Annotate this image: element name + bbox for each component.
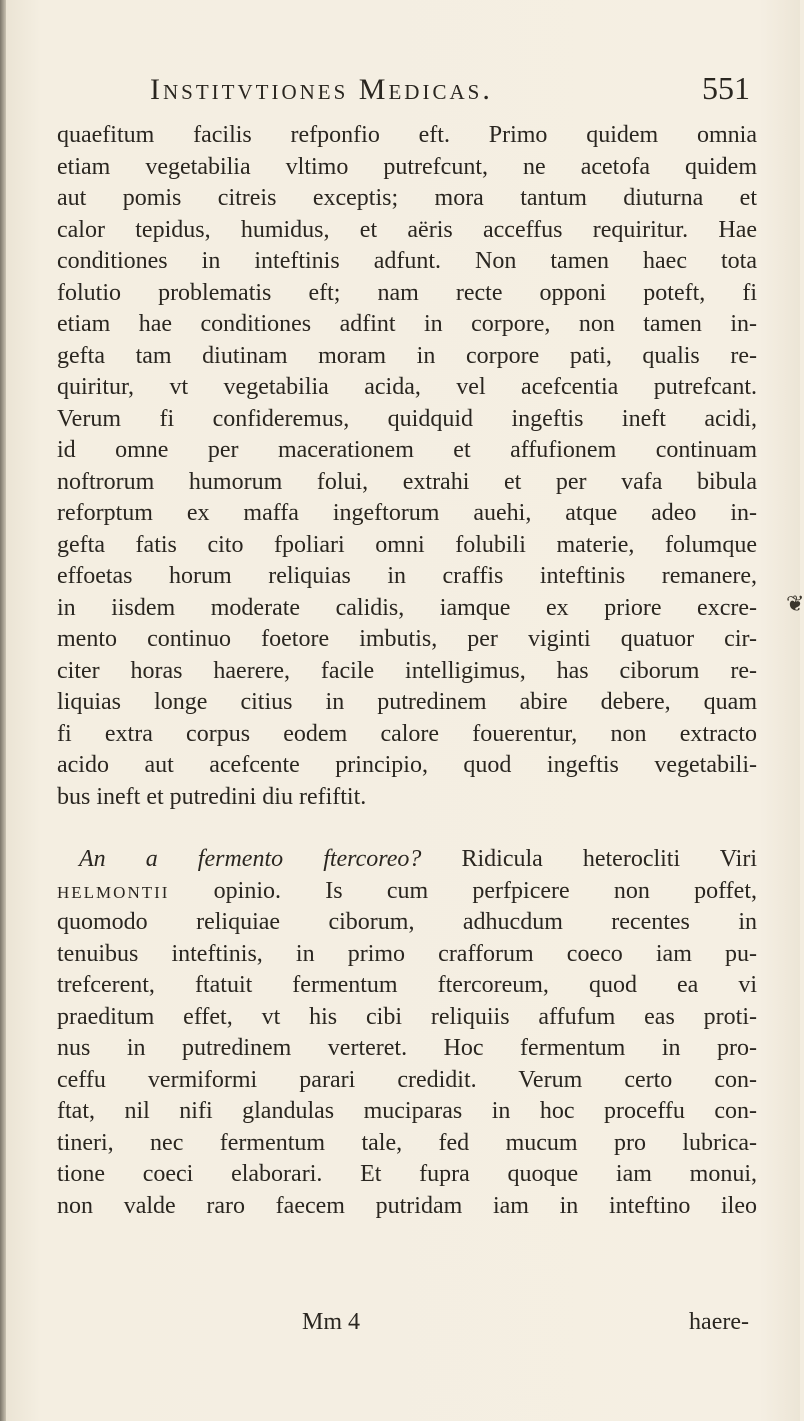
text-line: gefta tam diutinam moram in corpore pati, qualis re- (57, 342, 757, 369)
text-line: id omne per macerationem et affufionem continuam (57, 437, 757, 463)
text-line: trefcerent, ftatuit fermentum ftercoreum, quod ea vi (57, 972, 757, 998)
text-line: citer horas haerere, facile intelligimus, has ciborum re- (57, 657, 757, 684)
text-line: bus ineft et putredini diu refiftit. (57, 783, 367, 810)
text-line: nus in putredinem verteret. Hoc fermentum in pro- (57, 1035, 757, 1061)
body-text (57, 120, 757, 1222)
text-fragment: Ridicula heterocliti Viri (461, 846, 758, 872)
text-line (57, 876, 757, 908)
text-line: quaefitum facilis refponfio eft. Primo quidem omnia (57, 122, 757, 148)
text-line: etiam hae conditiones adfint in corpore, non tamen in- (57, 311, 757, 337)
text-line: acido aut acefcente principio, quod ingeftis vegetabili- (57, 752, 757, 778)
text-line: quiritur, vt vegetabilia acida, vel acefcentia putrefcant. (57, 374, 757, 400)
text-line: non valde raro faecem putridam iam in inteftino ileo (57, 1192, 757, 1219)
text-line: praeditum effet, vt his cibi reliquiis affufum eas proti- (57, 1003, 757, 1030)
text-line: tineri, nec fermentum tale, fed mucum pro lubrica- (57, 1129, 757, 1156)
text-line: in iisdem moderate calidis, iamque ex priore excre- (57, 594, 757, 621)
running-head: Institvtiones Medicas. (150, 73, 493, 106)
text-line: tione coeci elaborari. Et fupra quoque iam monui, (57, 1161, 757, 1187)
paragraph-2 (57, 844, 757, 1222)
text-line: conditiones in inteftinis adfunt. Non tamen haec tota (57, 248, 757, 274)
text-line: folutio problematis eft; nam recte opponi poteft, fi (57, 279, 757, 306)
catchword: haere- (689, 1309, 749, 1335)
margin-ornament-icon: ❦ (786, 592, 804, 617)
signature-mark: Mm 4 (302, 1309, 361, 1335)
text-line: ftat, nil nifi glandulas muciparas in hoc proceffu con- (57, 1098, 757, 1124)
page-number: 551 (702, 70, 750, 106)
text-line: noftrorum humorum folui, extrahi et per vafa bibula (57, 468, 757, 495)
text-line: gefta fatis cito fpoliari omni folubili materie, folumque (57, 531, 757, 558)
text-fragment: opinio. Is cum perfpicere non poffet, (213, 877, 757, 904)
text-line: fi extra corpus eodem calore fouerentur, non extracto (57, 720, 757, 747)
text-line: reforptum ex maffa ingeftorum auehi, atque adeo in- (57, 500, 757, 526)
page-header (150, 70, 750, 110)
text-line: ceffu vermiformi parari credidit. Verum certo con- (57, 1066, 757, 1093)
text-line: mento continuo foetore imbutis, per viginti quatuor cir- (57, 626, 757, 652)
text-line: liquias longe citius in putredinem abire debere, quam (57, 689, 757, 715)
text-line: Verum fi confideremus, quidquid ingeftis ineft acidi, (57, 405, 757, 432)
text-line: quomodo reliquiae ciborum, adhucdum recentes in (57, 909, 757, 935)
text-line: aut pomis citreis exceptis; mora tantum diuturna et (57, 185, 757, 211)
paragraph-1 (57, 120, 757, 813)
text-line (57, 844, 757, 876)
text-line: tenuibus inteftinis, in primo crafforum coeco iam pu- (57, 940, 757, 967)
text-line: etiam vegetabilia vltimo putrefcunt, ne acetofa quidem (57, 153, 757, 180)
text-line: calor tepidus, humidus, et aëris acceffus requiritur. Hae (57, 216, 757, 243)
page-footer (57, 1309, 757, 1341)
binding-edge (0, 0, 6, 1421)
author-name: helmontii (57, 877, 170, 904)
text-line: effoetas horum reliquias in craffis inteftinis remanere, (57, 563, 757, 589)
paragraph-lead: An a fermento ftercoreo? (79, 846, 422, 872)
